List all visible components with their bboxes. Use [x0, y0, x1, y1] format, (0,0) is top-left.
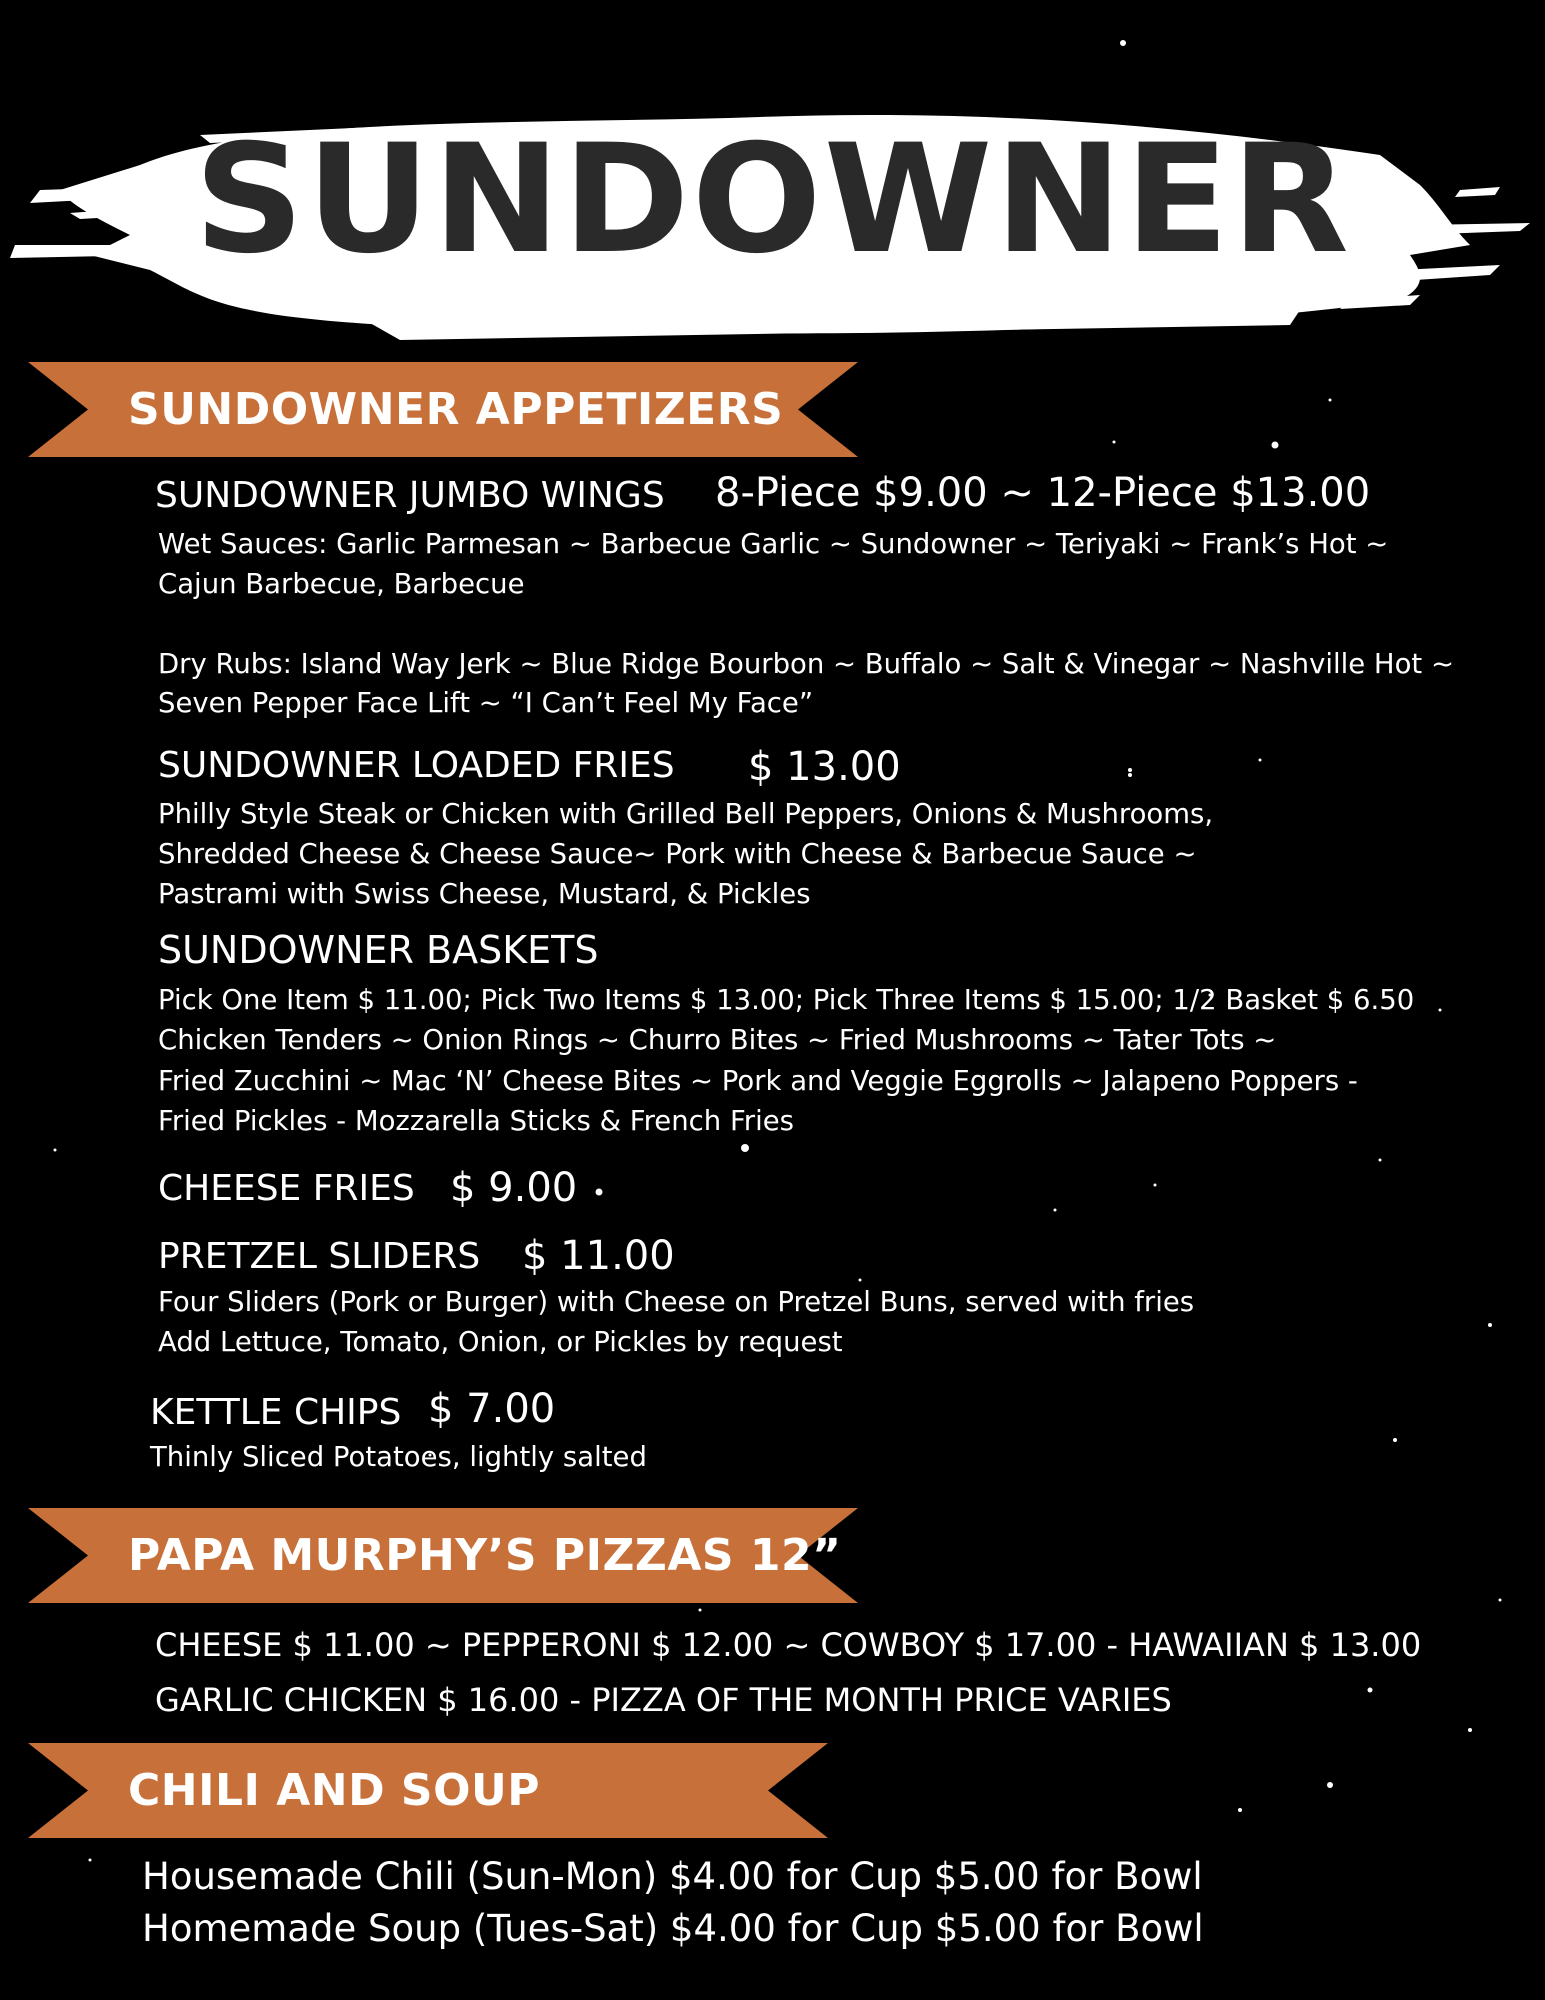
item-desc-line: Philly Style Steak or Chicken with Grilled Bell Peppers, Onions & Mushrooms,: [158, 798, 1214, 830]
item-price-kettle-chips: $ 7.00: [428, 1386, 556, 1432]
item-desc-line: Wet Sauces: Garlic Parmesan ~ Barbecue Garlic ~ Sundowner ~ Teriyaki ~ Frank’s Hot ~: [158, 528, 1389, 560]
item-desc-line: Cajun Barbecue, Barbecue: [158, 568, 525, 600]
section-title-appetizers: SUNDOWNER APPETIZERS: [128, 384, 784, 435]
restaurant-title: SUNDOWNER: [193, 113, 1352, 287]
item-desc-line: Shredded Cheese & Cheese Sauce~ Pork with Cheese & Barbecue Sauce ~: [158, 838, 1197, 870]
item-desc-line: Chicken Tenders ~ Onion Rings ~ Churro Bites ~ Fried Mushrooms ~ Tater Tots ~: [158, 1024, 1277, 1056]
item-price-cheese-fries: $ 9.00: [450, 1165, 578, 1211]
soup-line-soup: Homemade Soup (Tues-Sat) $4.00 for Cup $5.00 for Bowl: [142, 1907, 1204, 1950]
pizza-list-line: GARLIC CHICKEN $ 16.00 - PIZZA OF THE MONTH PRICE VARIES: [155, 1681, 1172, 1719]
item-desc-line: Pastrami with Swiss Cheese, Mustard, & Pickles: [158, 878, 811, 910]
section-banner-pizzas: [28, 1508, 858, 1603]
item-desc-line: Seven Pepper Face Lift ~ “I Can’t Feel My Face”: [158, 687, 814, 719]
section-banner-chili: [28, 1743, 828, 1838]
item-name-cheese-fries: CHEESE FRIES: [158, 1168, 415, 1209]
section-banner-appetizers: [28, 362, 858, 457]
item-desc-line: Fried Zucchini ~ Mac ‘N’ Cheese Bites ~ Pork and Veggie Eggrolls ~ Jalapeno Poppers -: [158, 1065, 1358, 1097]
item-price-wings: 8-Piece $9.00 ~ 12-Piece $13.00: [715, 470, 1371, 516]
item-desc-line: Pick One Item $ 11.00; Pick Two Items $ 13.00; Pick Three Items $ 15.00; 1/2 Basket $ 6.50: [158, 984, 1415, 1016]
item-name-kettle-chips: KETTLE CHIPS: [150, 1392, 402, 1433]
section-title-chili: CHILI AND SOUP: [128, 1765, 541, 1816]
item-name-wings: SUNDOWNER JUMBO WINGS: [155, 475, 665, 516]
pizza-list-line: CHEESE $ 11.00 ~ PEPPERONI $ 12.00 ~ COWBOY $ 17.00 - HAWAIIAN $ 13.00: [155, 1626, 1422, 1664]
item-desc-line: Four Sliders (Pork or Burger) with Cheese on Pretzel Buns, served with fries: [158, 1286, 1195, 1318]
item-desc-line: Fried Pickles - Mozzarella Sticks & French Fries: [158, 1105, 794, 1137]
item-name-pretzel-sliders: PRETZEL SLIDERS: [158, 1236, 481, 1277]
item-desc-line: Add Lettuce, Tomato, Onion, or Pickles by request: [158, 1326, 843, 1358]
item-desc-line: Thinly Sliced Potatoes, lightly salted: [150, 1441, 647, 1473]
item-desc-line: Dry Rubs: Island Way Jerk ~ Blue Ridge Bourbon ~ Buffalo ~ Salt & Vinegar ~ Nashville Hot ~: [158, 648, 1454, 680]
section-title-pizzas: PAPA MURPHY’S PIZZAS 12”: [128, 1530, 842, 1581]
item-price-pretzel-sliders: $ 11.00: [522, 1233, 675, 1279]
item-name-loaded-fries: SUNDOWNER LOADED FRIES: [158, 745, 675, 786]
soup-line-chili: Housemade Chili (Sun-Mon) $4.00 for Cup $5.00 for Bowl: [142, 1855, 1203, 1898]
item-price-loaded-fries: $ 13.00: [748, 744, 901, 790]
item-name-baskets: SUNDOWNER BASKETS: [158, 928, 599, 972]
